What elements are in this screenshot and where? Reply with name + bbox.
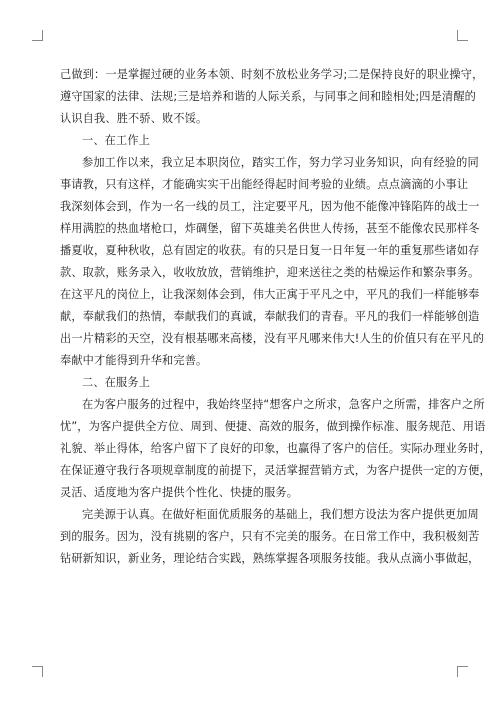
text-line: 一、在工作上 — [82, 134, 151, 147]
text-line: 认识自我、胜不骄、败不馁。 — [60, 112, 208, 125]
text-line: 忧”，为客户提供全方位、周到、便捷、高效的服务，做到操作标准、服务规范、用语 — [60, 420, 486, 433]
text-line: 奉献中才能得到升华和完善。 — [60, 354, 208, 367]
text-line: 遵守国家的法律、法规;三是培养和谐的人际关系，与同事之间和睦相处;四是清醒的 — [60, 90, 476, 103]
text-line: 己做到：一是掌握过硬的业务本领、时刻不放松业务学习;二是保持良好的职业操守， — [60, 68, 484, 81]
text-line: 到的服务。因为，没有挑剔的客户，只有不完美的服务。在日常工作中，我积极刻苦 — [60, 530, 480, 543]
text-line: 参加工作以来，我立足本职岗位，踏实工作，努力学习业务知识，向有经验的同 — [82, 156, 479, 169]
text-line: 在保证遵守我行各项规章制度的前提下，灵活掌握营销方式，为客户提供一定的方便， — [60, 464, 491, 477]
document-body — [60, 64, 491, 570]
text-line: 事请教，只有这样，才能确实实干出能经得起时间考验的业绩。点点滴滴的小事让 — [60, 178, 469, 191]
text-line: 在这平凡的岗位上，让我深刻体会到，伟大正寓于平凡之中，平凡的我们一样能够奉 — [60, 288, 480, 301]
text-line: 钻研新知识，新业务，理论结合实践，熟练掌握各项服务技能。我从点滴小事做起， — [60, 552, 480, 565]
crop-mark-bottom-right — [457, 666, 468, 677]
text-line: 播夏收，夏种秋收，总有固定的收获。有的只是日复一日年复一年的重复那些诸如存 — [60, 244, 480, 257]
text-line: 二、在服务上 — [82, 376, 151, 389]
text-line: 献，奉献我们的热情，奉献我们的真诚，奉献我们的青春。平凡的我们一样能够创造 — [60, 310, 480, 323]
text-line: 在为客户服务的过程中，我始终坚持“想客户之所求，急客户之所需，排客户之所 — [82, 398, 485, 411]
text-line: 礼貌、举止得体，给客户留下了良好的印象，也赢得了客户的信任。实际办理业务时， — [60, 442, 491, 455]
text-line: 出一片精彩的天空，没有根基哪来高楼，没有平凡哪来伟大!人生的价值只有在平凡的 — [60, 332, 485, 345]
text-line: 我深刻体会到，作为一名一线的员工，注定要平凡，因为他不能像冲锋陷阵的战士一 — [60, 200, 480, 213]
crop-mark-top-right — [457, 30, 468, 41]
text-line: 完美源于认真。在做好柜面优质服务的基础上，我们想方设法为客户提供更加周 — [82, 508, 479, 521]
text-line: 款、取款，账务录入，收收放放，营销维护，迎来送往之类的枯燥运作和繁杂事务。 — [60, 266, 480, 279]
text-line: 样用满腔的热血堵枪口，炸碉堡，留下英雄美名供世人传扬，甚至不能像农民那样冬 — [60, 222, 480, 235]
text-line: 灵活、适度地为客户提供个性化、快捷的服务。 — [60, 486, 299, 499]
crop-mark-top-left — [32, 30, 43, 41]
crop-mark-bottom-left — [32, 666, 43, 677]
